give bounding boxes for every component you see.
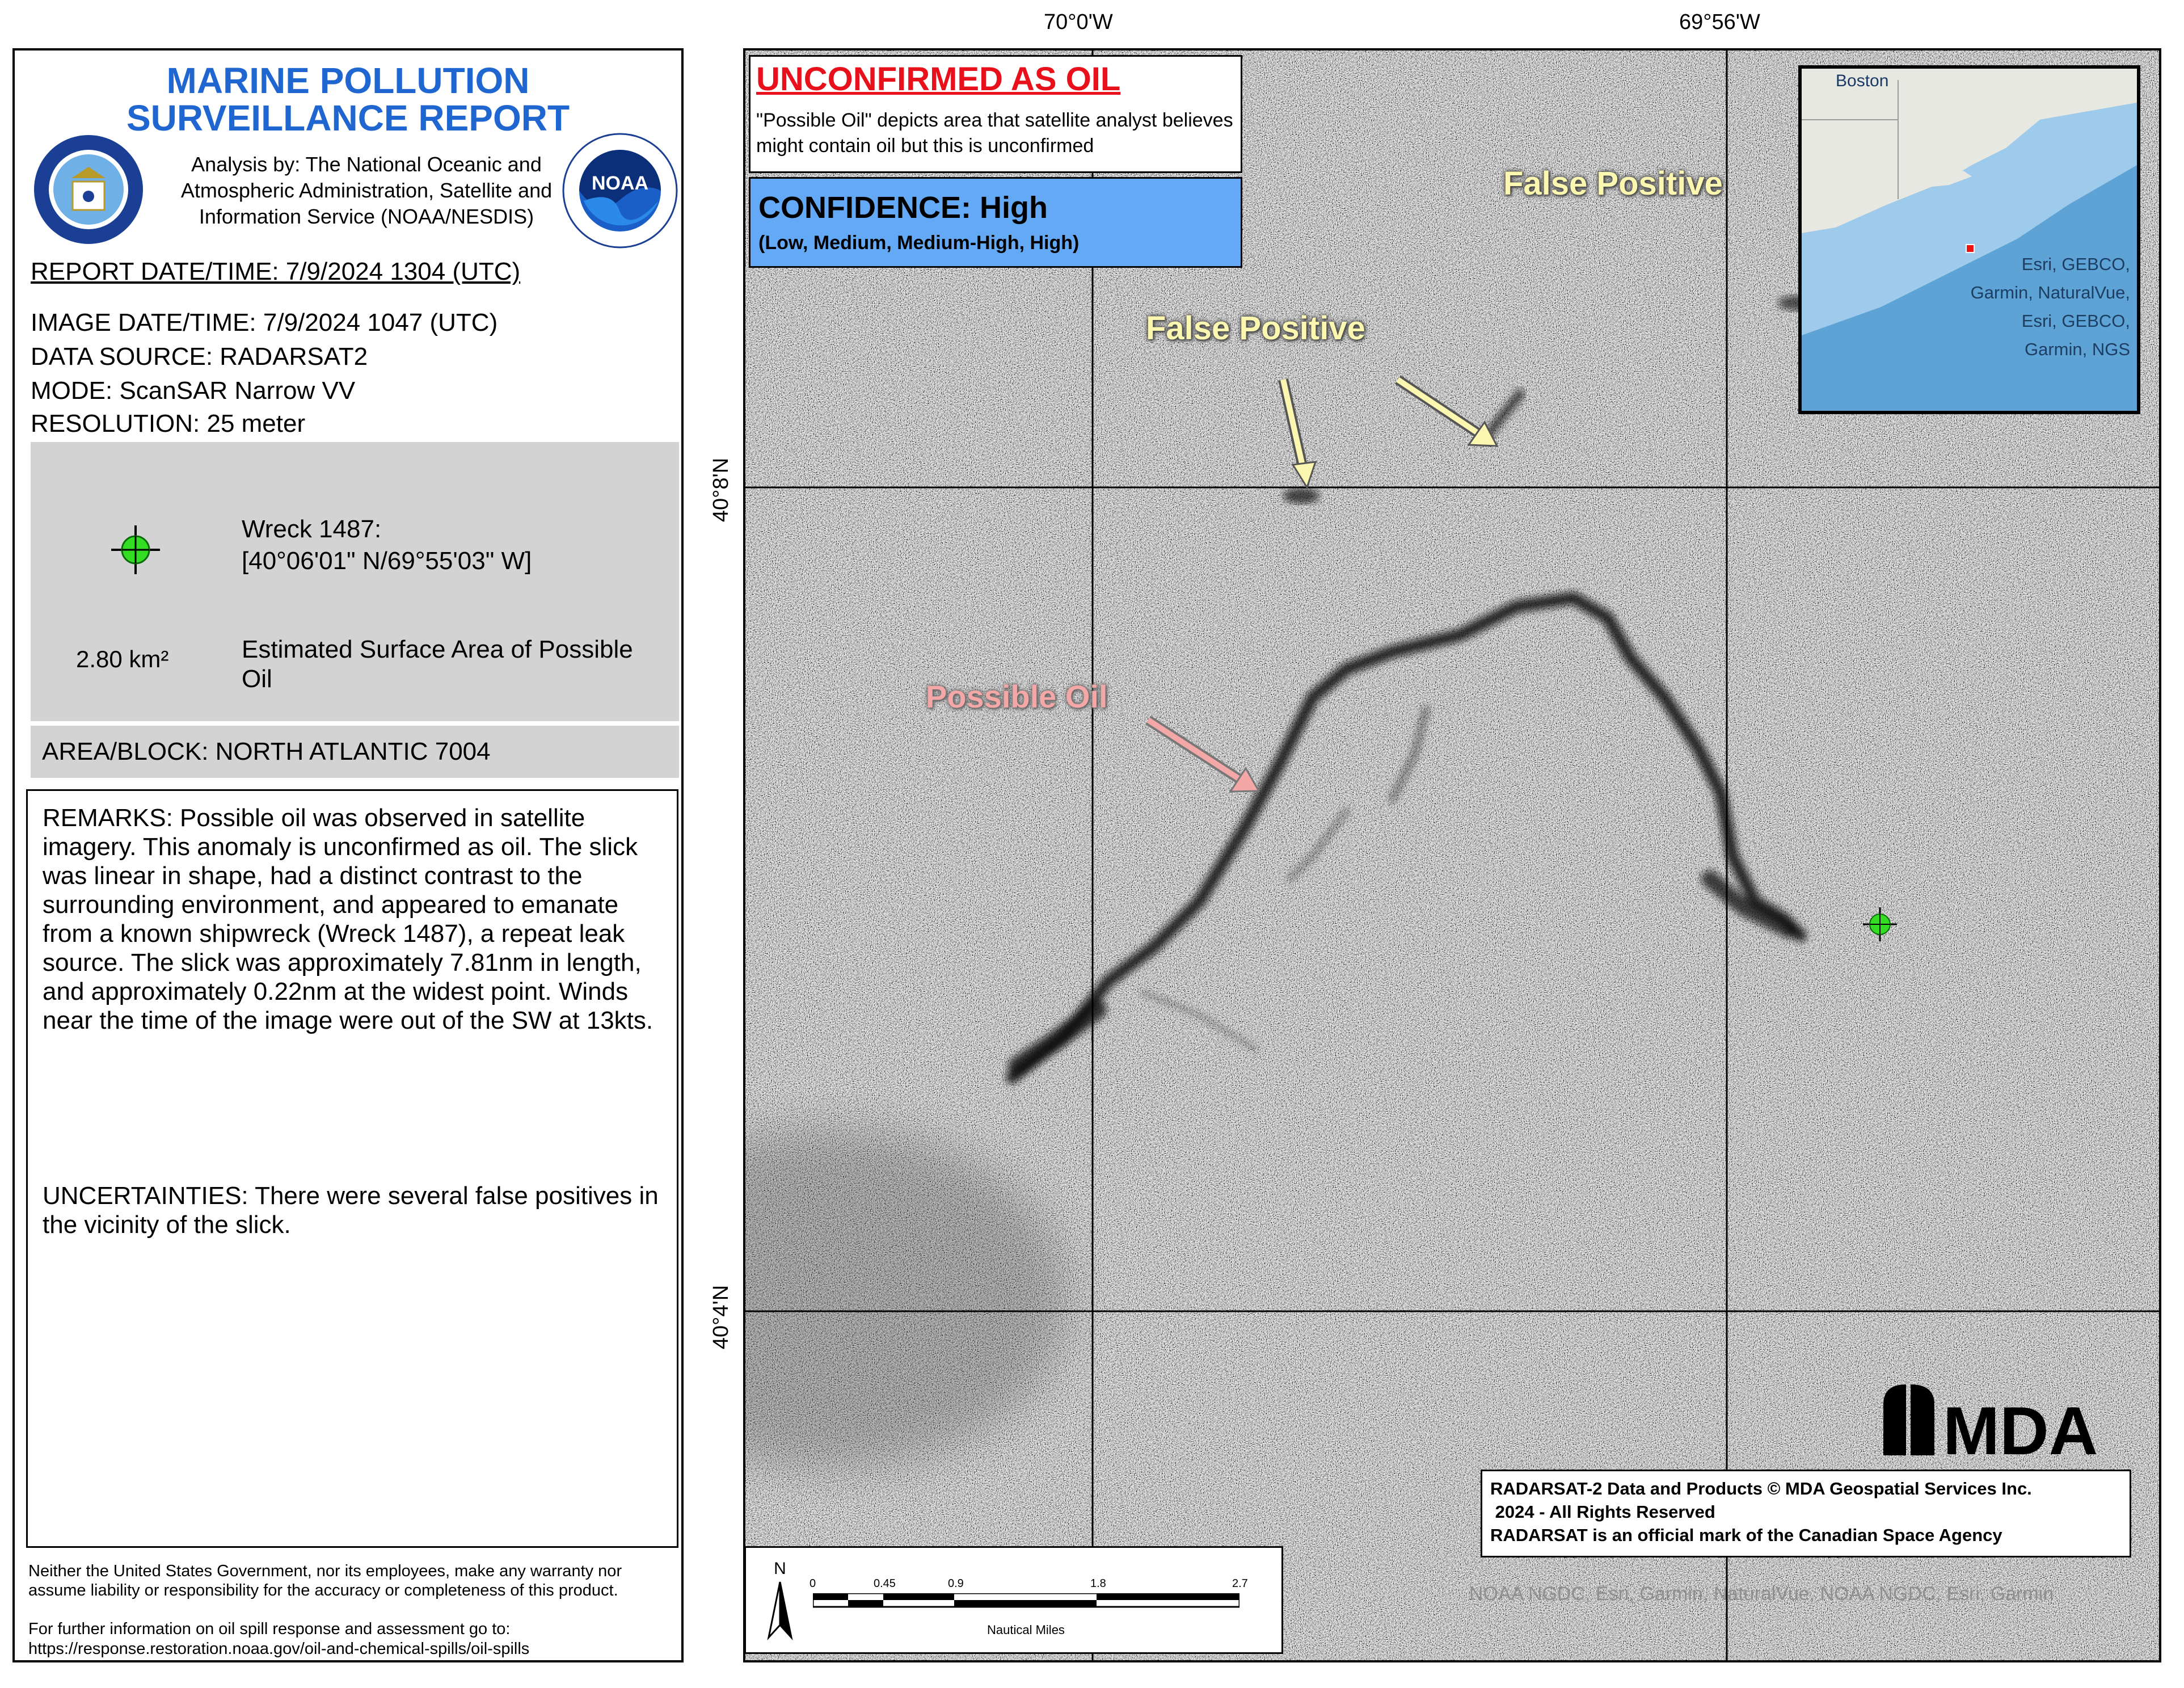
wreck-marker-icon — [110, 524, 161, 575]
report-panel — [12, 48, 684, 1662]
unconfirmed-title: UNCONFIRMED AS OIL — [756, 61, 1121, 98]
report-datetime: REPORT DATE/TIME: 7/9/2024 1304 (UTC) — [31, 258, 521, 285]
copyright-line-2: 2024 - All Rights Reserved — [1490, 1502, 1715, 1522]
north-label: N — [774, 1559, 786, 1578]
title-line-2: SURVEILLANCE REPORT — [126, 98, 570, 138]
scale-tick-18: 1.8 — [1090, 1577, 1106, 1590]
false-positive-blob-1 — [1283, 488, 1319, 504]
copyright — [1490, 1477, 2126, 1547]
data-source: DATA SOURCE: RADARSAT2 — [31, 343, 368, 371]
further-info: For further information on oil spill response and assessment go to: https://response.restoration.noaa.gov/oil-and-chemical-spills/oil-spills — [28, 1620, 530, 1658]
wreck-name: Wreck 1487: — [242, 515, 382, 543]
uncertainties: UNCERTAINTIES: There were several false positives in the vicinity of the slick. — [43, 1182, 659, 1239]
lon-label-70-0: 70°0'W — [1044, 10, 1113, 34]
callout-false-positive-1: False Positive — [1503, 165, 1723, 202]
unconfirmed-description: "Possible Oil" depicts area that satellite analyst believes might contain oil but this is unconfirmed — [756, 110, 1233, 157]
area-block-box — [31, 726, 679, 778]
scale-bar-box — [744, 1546, 1283, 1654]
legend-box — [31, 442, 679, 721]
scale-units: Nautical Miles — [987, 1623, 1065, 1637]
copyright-box — [1481, 1470, 2131, 1557]
report-title — [15, 62, 681, 137]
confidence-box — [749, 177, 1242, 268]
copyright-line-1: RADARSAT-2 Data and Products © MDA Geospatial Services Inc. — [1490, 1479, 2032, 1498]
area-block: AREA/BLOCK: NORTH ATLANTIC 7004 — [42, 738, 491, 765]
resolution: RESOLUTION: 25 meter — [31, 410, 306, 437]
noaa-logo-text: NOAA — [591, 172, 649, 194]
remarks-box — [26, 789, 678, 1548]
confidence-scale: (Low, Medium, Medium-High, High) — [758, 232, 1080, 254]
disclaimer: Neither the United States Government, nor its employees, make any warranty nor assume liability or responsibility for the accuracy or completeness of this product. — [28, 1562, 622, 1599]
mda-logo-text: MDA — [1943, 1393, 2098, 1461]
lon-label-69-56: 69°56'W — [1679, 10, 1760, 34]
scale-tick-27: 2.7 — [1232, 1577, 1248, 1590]
north-arrow-icon — [763, 1558, 797, 1643]
image-datetime: IMAGE DATE/TIME: 7/9/2024 1047 (UTC) — [31, 309, 498, 336]
lat-label-40-8: 40°8'N — [709, 457, 733, 523]
callout-possible-oil: Possible Oil — [926, 679, 1108, 714]
locator-inset-map[interactable] — [1798, 65, 2140, 414]
surface-area-label: Estimated Surface Area of Possible Oil — [242, 635, 633, 693]
basemap-attribution: NOAA NGDC, Esri, Garmin, NaturalVue, NOAA NGDC, Esri, Garmin — [1469, 1583, 2054, 1605]
scale-tick-045: 0.45 — [874, 1577, 896, 1590]
unconfirmed-box — [749, 55, 1242, 173]
title-line-1: MARINE POLLUTION — [166, 60, 530, 101]
scale-bar — [813, 1593, 1239, 1610]
department-of-commerce-seal-icon — [32, 133, 145, 246]
wreck-coordinates: [40°06'01" N/69°55'03" W] — [242, 547, 532, 575]
noaa-logo-icon — [562, 133, 678, 249]
confidence-title: CONFIDENCE: High — [758, 191, 1048, 225]
lat-label-40-4: 40°4'N — [709, 1285, 733, 1350]
scale-tick-09: 0.9 — [948, 1577, 964, 1590]
inset-city-label: Boston — [1836, 71, 1889, 90]
scale-tick-0: 0 — [809, 1577, 816, 1590]
analysis-by: Analysis by: The National Oceanic and Atmospheric Administration, Satellite and Information Service (NOAA/NESDIS) — [180, 153, 553, 228]
surface-area-value: 2.80 km² — [76, 646, 169, 672]
copyright-line-3: RADARSAT is an official mark of the Canadian Space Agency — [1490, 1525, 2002, 1545]
mda-logo-icon — [1878, 1382, 2127, 1461]
remarks: REMARKS: Possible oil was observed in satellite imagery. This anomaly is unconfirmed as oil. The slick was linear in shape, had a distinct contrast to the surrounding environment, and appeared to emanate from a known shipwreck (Wreck 1487), a repeat leak source. The slick was approximately 7.81nm in length, and approximately 0.22nm at the widest point. Winds near the time of the image were out of the SW at 13kts. — [43, 804, 653, 1034]
callout-false-positive-2: False Positive — [1146, 310, 1365, 347]
inset-attribution: Esri, GEBCO, Garmin, NaturalVue, Esri, GEBCO, Garmin, NGS — [1970, 254, 2130, 359]
sensor-mode: MODE: ScanSAR Narrow VV — [31, 377, 356, 405]
